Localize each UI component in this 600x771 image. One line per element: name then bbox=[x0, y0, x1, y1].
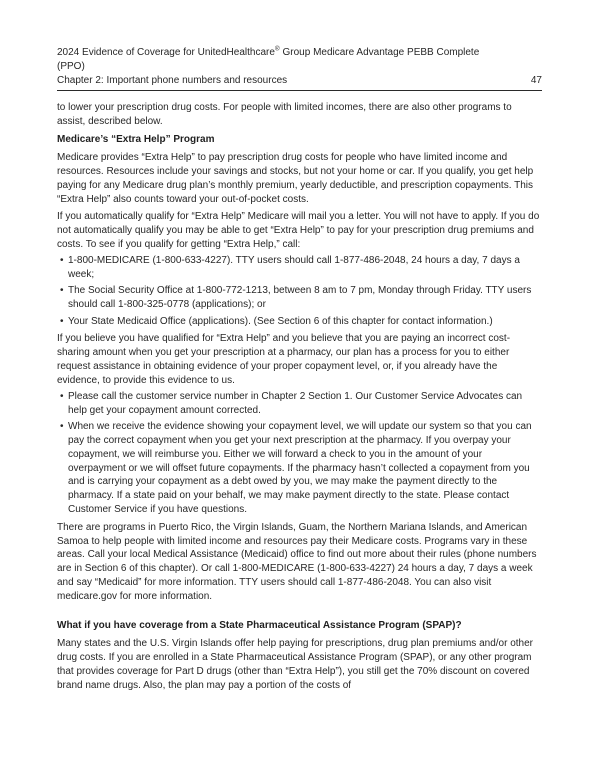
section-heading-spap: What if you have coverage from a State Pharmaceutical Assistance Program (SPAP)? bbox=[57, 620, 462, 632]
paragraph-extra-help-overview: Medicare provides “Extra Help” to pay prescription drug costs for people who have limited income and resources. Resources include your savings and stocks, but not your home or car. If you qualify, you get help paying for any Medicare drug plan’s monthly premium, yearly deductible, and prescription copayments. This “Extra Help” also counts toward your out-of-pocket costs. bbox=[57, 152, 534, 205]
bullet-icon: • bbox=[60, 421, 64, 433]
bullet-icon: • bbox=[60, 315, 64, 327]
page-number: 47 bbox=[530, 74, 542, 86]
bullet-icon: • bbox=[60, 285, 64, 297]
bullet-icon: • bbox=[60, 391, 64, 403]
bullet-list-contacts bbox=[57, 254, 542, 328]
list-item bbox=[60, 284, 542, 312]
doc-title-text-rest: Group Medicare Advantage PEBB Complete bbox=[279, 47, 480, 58]
list-item bbox=[60, 254, 542, 282]
chapter-row bbox=[57, 74, 542, 88]
paragraph-intro: to lower your prescription drug costs. For people with limited incomes, there are also other programs to assist, described below. bbox=[57, 102, 512, 128]
section-heading-extra-help: Medicare’s “Extra Help” Program bbox=[57, 134, 215, 146]
paragraph-spap: Many states and the U.S. Virgin Islands offer help paying for prescriptions, drug plan premiums and/or other drug costs. If you are enrolled in a State Pharmaceutical Assistance Program (SPAP), or any other program that provides coverage for Part D drugs (other than “Extra Help”), you still get the 70% discount on covered brand name drugs. Also, the plan may pay a portion of the costs of bbox=[57, 638, 533, 691]
paragraph-incorrect-cost-sharing: If you believe you have qualified for “Extra Help” and you believe that you are paying an incorrect cost-sharing amount when you get your prescription at a pharmacy, our plan has a process for you to either request assistance in obtaining evidence of your proper copayment level, or, if you already have the evidence, to provide this evidence to us. bbox=[57, 333, 511, 386]
chapter-title: Chapter 2: Important phone numbers and resources bbox=[57, 74, 288, 86]
doc-title-text: 2024 Evidence of Coverage for UnitedHealthcare bbox=[57, 47, 275, 58]
doc-title-line2: (PPO) bbox=[57, 60, 85, 72]
list-item bbox=[60, 315, 542, 329]
doc-title-line1 bbox=[57, 46, 542, 60]
registered-trademark-symbol: ® bbox=[274, 45, 280, 53]
list-item-text: Please call the customer service number in Chapter 2 Section 1. Our Customer Service Advocates can help get your copayment amount corrected. bbox=[68, 391, 523, 416]
page-header bbox=[57, 46, 542, 91]
list-item-text: Your State Medicaid Office (applications). (See Section 6 of this chapter for contact information.) bbox=[68, 315, 493, 327]
list-item bbox=[60, 390, 542, 418]
bullet-list-copayment-process bbox=[57, 390, 542, 517]
list-item-text: 1-800-MEDICARE (1-800-633-4227). TTY users should call 1-877-486-2048, 24 hours a day, 7 days a week; bbox=[68, 255, 520, 281]
list-item bbox=[60, 420, 542, 517]
list-item-text: When we receive the evidence showing your copayment level, we will update our system so that you can pay the correct copayment when you get your next prescription at the pharmacy. If you overpay your copayment, we will reimburse you. Either we will forward a check to you in the amount of your overpayment or we will offset future copayments. If the pharmacy hasn’t collected a copayment from you and is carrying your copayment as a debt owed by you, we may make the payment directly to the pharmacy. If a state paid on your behalf, we may make payment directly to the state. Please contact Customer Service if you have questions. bbox=[68, 421, 532, 515]
header-rule bbox=[57, 90, 542, 91]
bullet-icon: • bbox=[60, 255, 64, 267]
paragraph-qualify: If you automatically qualify for “Extra Help” Medicare will mail you a letter. You will not have to apply. If you do not automatically qualify you may be able to get “Extra Help” to pay for your prescription drug premiums and costs. To see if you qualify for getting “Extra Help,” call: bbox=[57, 211, 540, 251]
list-item-text: The Social Security Office at 1-800-772-1213, between 8 am to 7 pm, Monday through Friday. TTY users should call 1-800-325-0778 (applications); or bbox=[68, 285, 532, 311]
paragraph-territory-programs: There are programs in Puerto Rico, the Virgin Islands, Guam, the Northern Mariana Islands, and American Samoa to help people with limited income and resources pay their Medicare costs. Programs vary in these areas. Call your local Medical Assistance (Medicaid) office to find out more about their rules (phone numbers are in Section 6 of this chapter). Or call 1-800-MEDICARE (1-800-633-4227) 24 hours a day, 7 days a week and say “Medicaid” for more information. TTY users should call 1-877-486-2048. You can also visit medicare.gov for more information. bbox=[57, 521, 537, 602]
